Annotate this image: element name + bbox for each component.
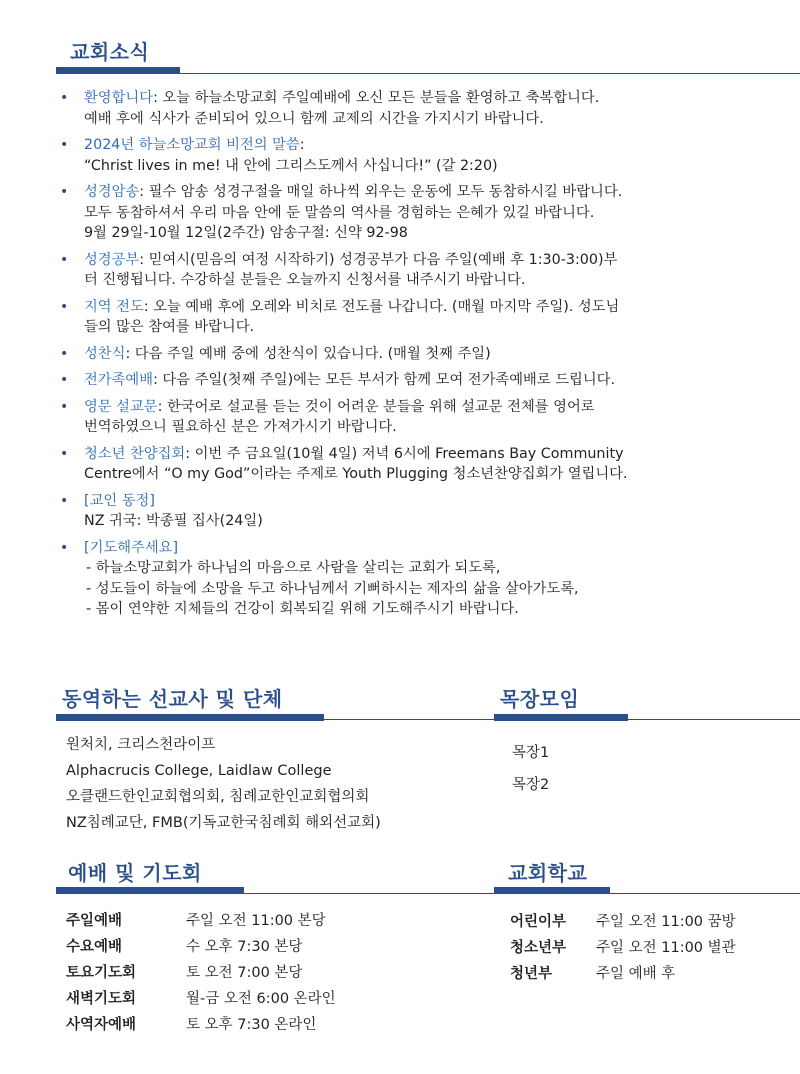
- news-item-text: 모두 동참하셔서 우리 마음 안에 둔 말씀의 역사를 경험하는 은혜가 있길 바랍니다.: [84, 204, 595, 221]
- department-name: 청년부: [510, 966, 553, 982]
- bullet-icon: •: [60, 445, 69, 462]
- service-time: 주일 오전 11:00 본당: [186, 913, 326, 929]
- news-list: [56, 88, 786, 626]
- news-item-text: 9월 29일-10월 12일(2주간) 암송구절: 신약 92-98: [84, 225, 408, 241]
- news-item-text: : 한국어로 설교를 듣는 것이 어려운 분들을 위해 설교문 전체를 영어로: [157, 398, 595, 415]
- service-time: 월-금 오전 6:00 온라인: [186, 991, 336, 1007]
- news-item-label: 청소년 찬양집회: [84, 445, 186, 462]
- pastoral-item: 목장2: [512, 777, 550, 793]
- service-name: 주일예배: [66, 913, 123, 929]
- news-item-text: : 다음 주일 예배 중에 성찬식이 있습니다. (매월 첫째 주일): [125, 345, 491, 362]
- pastoral-title: 목장모임: [500, 687, 580, 711]
- department-name: 어린이부: [510, 914, 567, 930]
- news-item-label: 지역 전도: [84, 298, 144, 315]
- news-item-label: [교인 동정]: [84, 492, 155, 509]
- news-item-text: : 믿여시(믿음의 여정 시작하기) 성경공부가 다음 주일(예배 후 1:30-3:00)부: [139, 251, 618, 268]
- bullet-icon: •: [60, 345, 69, 362]
- news-item-label: 전가족예배: [84, 372, 154, 388]
- school-title-bar: [494, 887, 610, 894]
- service-name: 새벽기도회: [66, 991, 137, 1007]
- department-time: 주일 오전 11:00 꿈방: [596, 914, 736, 930]
- missions-divider: [324, 719, 494, 720]
- worship-divider: [244, 893, 494, 894]
- worship-row: [66, 934, 336, 960]
- prayer-line: - 하늘소망교회가 하나님의 마음으로 사람을 살리는 교회가 되도록,: [86, 560, 501, 576]
- pastoral-divider: [628, 719, 800, 720]
- bullet-icon: •: [60, 372, 69, 388]
- pastoral-item: 목장1: [512, 745, 550, 761]
- school-row: [510, 935, 736, 961]
- news-item-memorization: [56, 182, 786, 244]
- worship-row: [66, 908, 336, 934]
- worship-schedule: [66, 908, 336, 1038]
- news-item-text: 번역하였으니 필요하신 분은 가져가시기 바랍니다.: [84, 419, 397, 435]
- prayer-line: - 몸이 연약한 지체들의 건강이 회복되길 위해 기도해주시기 바랍니다.: [86, 601, 519, 617]
- school-row: [510, 909, 736, 935]
- school-divider: [610, 893, 800, 894]
- news-item-text: : 오늘 하늘소망교회 주일예배에 오신 모든 분들을 환영하고 축복합니다.: [153, 90, 600, 106]
- news-title-bar: [56, 67, 180, 74]
- news-item-bible-study: [56, 250, 786, 291]
- bullet-icon: •: [60, 539, 69, 556]
- service-time: 토 오후 7:30 온라인: [186, 1017, 317, 1033]
- prayer-line: - 성도들이 하늘에 소망을 두고 하나님께서 기뻐하시는 제자의 삶을 살아가도록,: [86, 580, 579, 597]
- service-name: 수요예배: [66, 939, 123, 955]
- school-schedule: [510, 909, 736, 987]
- service-time: 토 오전 7:00 본당: [186, 965, 303, 981]
- news-item-youth-worship: [56, 444, 786, 485]
- bullet-icon: •: [60, 184, 69, 200]
- service-name: 사역자예배: [66, 1017, 137, 1033]
- bullet-icon: •: [60, 251, 69, 268]
- department-time: 주일 오전 11:00 별관: [596, 940, 736, 956]
- news-divider: [180, 73, 800, 74]
- mission-item: 원처치, 크리스천라이프: [66, 737, 216, 753]
- news-item-text: 예배 후에 식사가 준비되어 있으니 함께 교제의 시간을 가지시기 바랍니다.: [84, 110, 544, 127]
- mission-item: NZ침례교단, FMB(기독교한국침례회 해외선교회): [66, 815, 381, 831]
- news-item-vision: [56, 135, 786, 176]
- mission-item: Alphacrucis College, Laidlaw College: [66, 763, 332, 779]
- bullet-icon: •: [60, 90, 69, 106]
- news-item-text: : 다음 주일(첫째 주일)에는 모든 부서가 함께 모여 전가족예배로 드립니다.: [153, 372, 615, 388]
- news-item-text: : 이번 주 금요일(10월 4일) 저녁 6시에 Freemans Bay Community: [185, 445, 624, 462]
- news-item-communion: [56, 344, 786, 365]
- news-item-text: : 필수 암송 성경구절을 매일 하나씩 외우는 운동에 모두 동참하시길 바랍니다.: [139, 184, 623, 200]
- news-item-label: 2024년 하늘소망교회 비전의 말씀: [84, 137, 300, 153]
- news-item-evangelism: [56, 297, 786, 338]
- worship-title-bar: [56, 887, 244, 894]
- pastoral-list: [512, 737, 549, 801]
- news-item-text: 들의 많은 참여를 바랍니다.: [84, 319, 255, 335]
- worship-title: 예배 및 기도회: [68, 861, 202, 885]
- news-item-label: 성경암송: [84, 184, 140, 200]
- news-item-text: : 오늘 예배 후에 오레와 비치로 전도를 나갑니다. (매월 마지막 주일). 성도님: [143, 298, 620, 315]
- missions-title-bar: [56, 714, 324, 721]
- department-name: 청소년부: [510, 940, 567, 956]
- news-item-text: Centre에서 “O my God”이라는 주제로 Youth Plugging 청소년찬양집회가 열립니다.: [84, 466, 628, 482]
- news-item-label: 성경공부: [84, 251, 140, 268]
- news-item-text: NZ 귀국: 박종필 집사(24일): [84, 513, 263, 529]
- worship-row: [66, 986, 336, 1012]
- pastoral-title-bar: [494, 714, 628, 721]
- school-title: 교회학교: [508, 861, 588, 885]
- news-item-text: 터 진행됩니다. 수강하실 분들은 오늘까지 신청서를 내주시기 바랍니다.: [84, 272, 526, 288]
- news-item-welcome: [56, 88, 786, 129]
- worship-row: [66, 1012, 336, 1038]
- news-title: 교회소식: [70, 40, 150, 64]
- news-item-label: 성찬식: [84, 345, 126, 362]
- bullet-icon: •: [60, 492, 69, 509]
- mission-item: 오클랜드한인교회협의회, 침례교한인교회협의회: [66, 789, 370, 805]
- worship-row: [66, 960, 336, 986]
- missions-list: [66, 732, 381, 836]
- news-item-english-sermon: [56, 397, 786, 438]
- service-time: 수 오후 7:30 본당: [186, 939, 303, 955]
- bullet-icon: •: [60, 398, 69, 415]
- news-item-label: 영문 설교문: [84, 398, 158, 415]
- news-item-label: 환영합니다: [84, 90, 154, 106]
- news-item-prayer: [56, 538, 786, 620]
- news-item-family-worship: [56, 370, 786, 391]
- bullet-icon: •: [60, 137, 69, 153]
- news-item-text: “Christ lives in me! 내 안에 그리스도께서 사십니다!” (갈 2:20): [84, 157, 498, 174]
- bullet-icon: •: [60, 298, 69, 315]
- school-row: [510, 961, 736, 987]
- news-item-text: :: [299, 137, 305, 153]
- service-name: 토요기도회: [66, 965, 137, 981]
- missions-title: 동역하는 선교사 및 단체: [62, 687, 283, 711]
- news-item-label: [기도해주세요]: [84, 539, 179, 556]
- news-item-member-news: [56, 491, 786, 532]
- department-time: 주일 예배 후: [596, 966, 676, 982]
